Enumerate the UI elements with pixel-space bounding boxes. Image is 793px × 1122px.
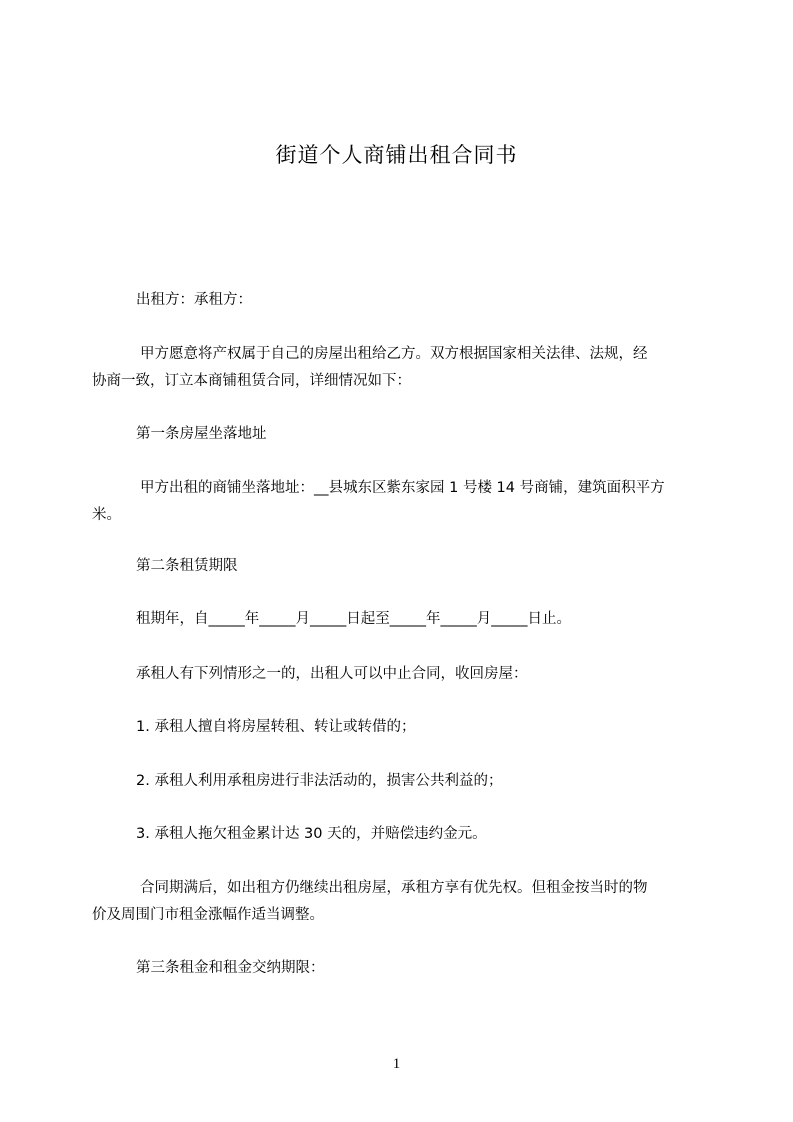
termination-item-2: 2. 承租人利用承租房进行非法活动的，损害公共利益的； bbox=[136, 773, 503, 789]
article-2-heading bbox=[92, 553, 714, 580]
article-2-heading-text: 第二条租赁期限 bbox=[136, 558, 238, 574]
article-3-heading bbox=[92, 955, 714, 982]
article-3-heading-text: 第三条租金和租金交纳期限： bbox=[136, 960, 325, 976]
intro-line-1: 甲方愿意将产权属于自己的房屋出租给乙方。双方根据国家相关法律、法规，经 bbox=[140, 346, 648, 362]
termination-item-1: 1. 承租人擅自将房屋转租、转让或转借的； bbox=[136, 719, 416, 735]
renewal-line-2: 价及周围门市租金涨幅作适当调整。 bbox=[92, 907, 324, 923]
intro-paragraph bbox=[92, 341, 714, 395]
parties-text: 出租方：承租方： bbox=[136, 292, 252, 308]
article-1-line-2: 米。 bbox=[92, 507, 121, 523]
article-1-paragraph bbox=[92, 475, 714, 529]
intro-line-2: 协商一致，订立本商铺租赁合同，详细情况如下： bbox=[92, 373, 411, 389]
list-item bbox=[92, 768, 714, 795]
list-item bbox=[92, 821, 714, 848]
renewal-line-1: 合同期满后，如出租方仍继续出租房屋，承租方享有优先权。但租金按当时的物 bbox=[140, 880, 648, 896]
article-1-heading bbox=[92, 421, 714, 448]
parties-line bbox=[92, 287, 714, 314]
lease-term-text: 租期年，自_____年_____月_____日起至_____年_____月_____日止。 bbox=[136, 611, 571, 627]
page-number: 1 bbox=[392, 1056, 401, 1072]
termination-intro-text: 承租人有下列情形之一的，出租人可以中止合同，收回房屋： bbox=[136, 666, 528, 682]
termination-item-3: 3. 承租人拖欠租金累计达 30 天的，并赔偿违约金元。 bbox=[136, 826, 487, 842]
article-1-heading-text: 第一条房屋坐落地址 bbox=[136, 426, 267, 442]
renewal-paragraph bbox=[92, 875, 714, 929]
document-title: 街道个人商铺出租合同书 bbox=[275, 143, 518, 167]
termination-intro-line bbox=[92, 661, 714, 688]
list-item bbox=[92, 714, 714, 741]
article-1-line-1: 甲方出租的商铺坐落地址：__县城东区紫东家园 1 号楼 14 号商铺，建筑面积平方 bbox=[140, 480, 665, 496]
lease-term-line bbox=[92, 606, 714, 633]
